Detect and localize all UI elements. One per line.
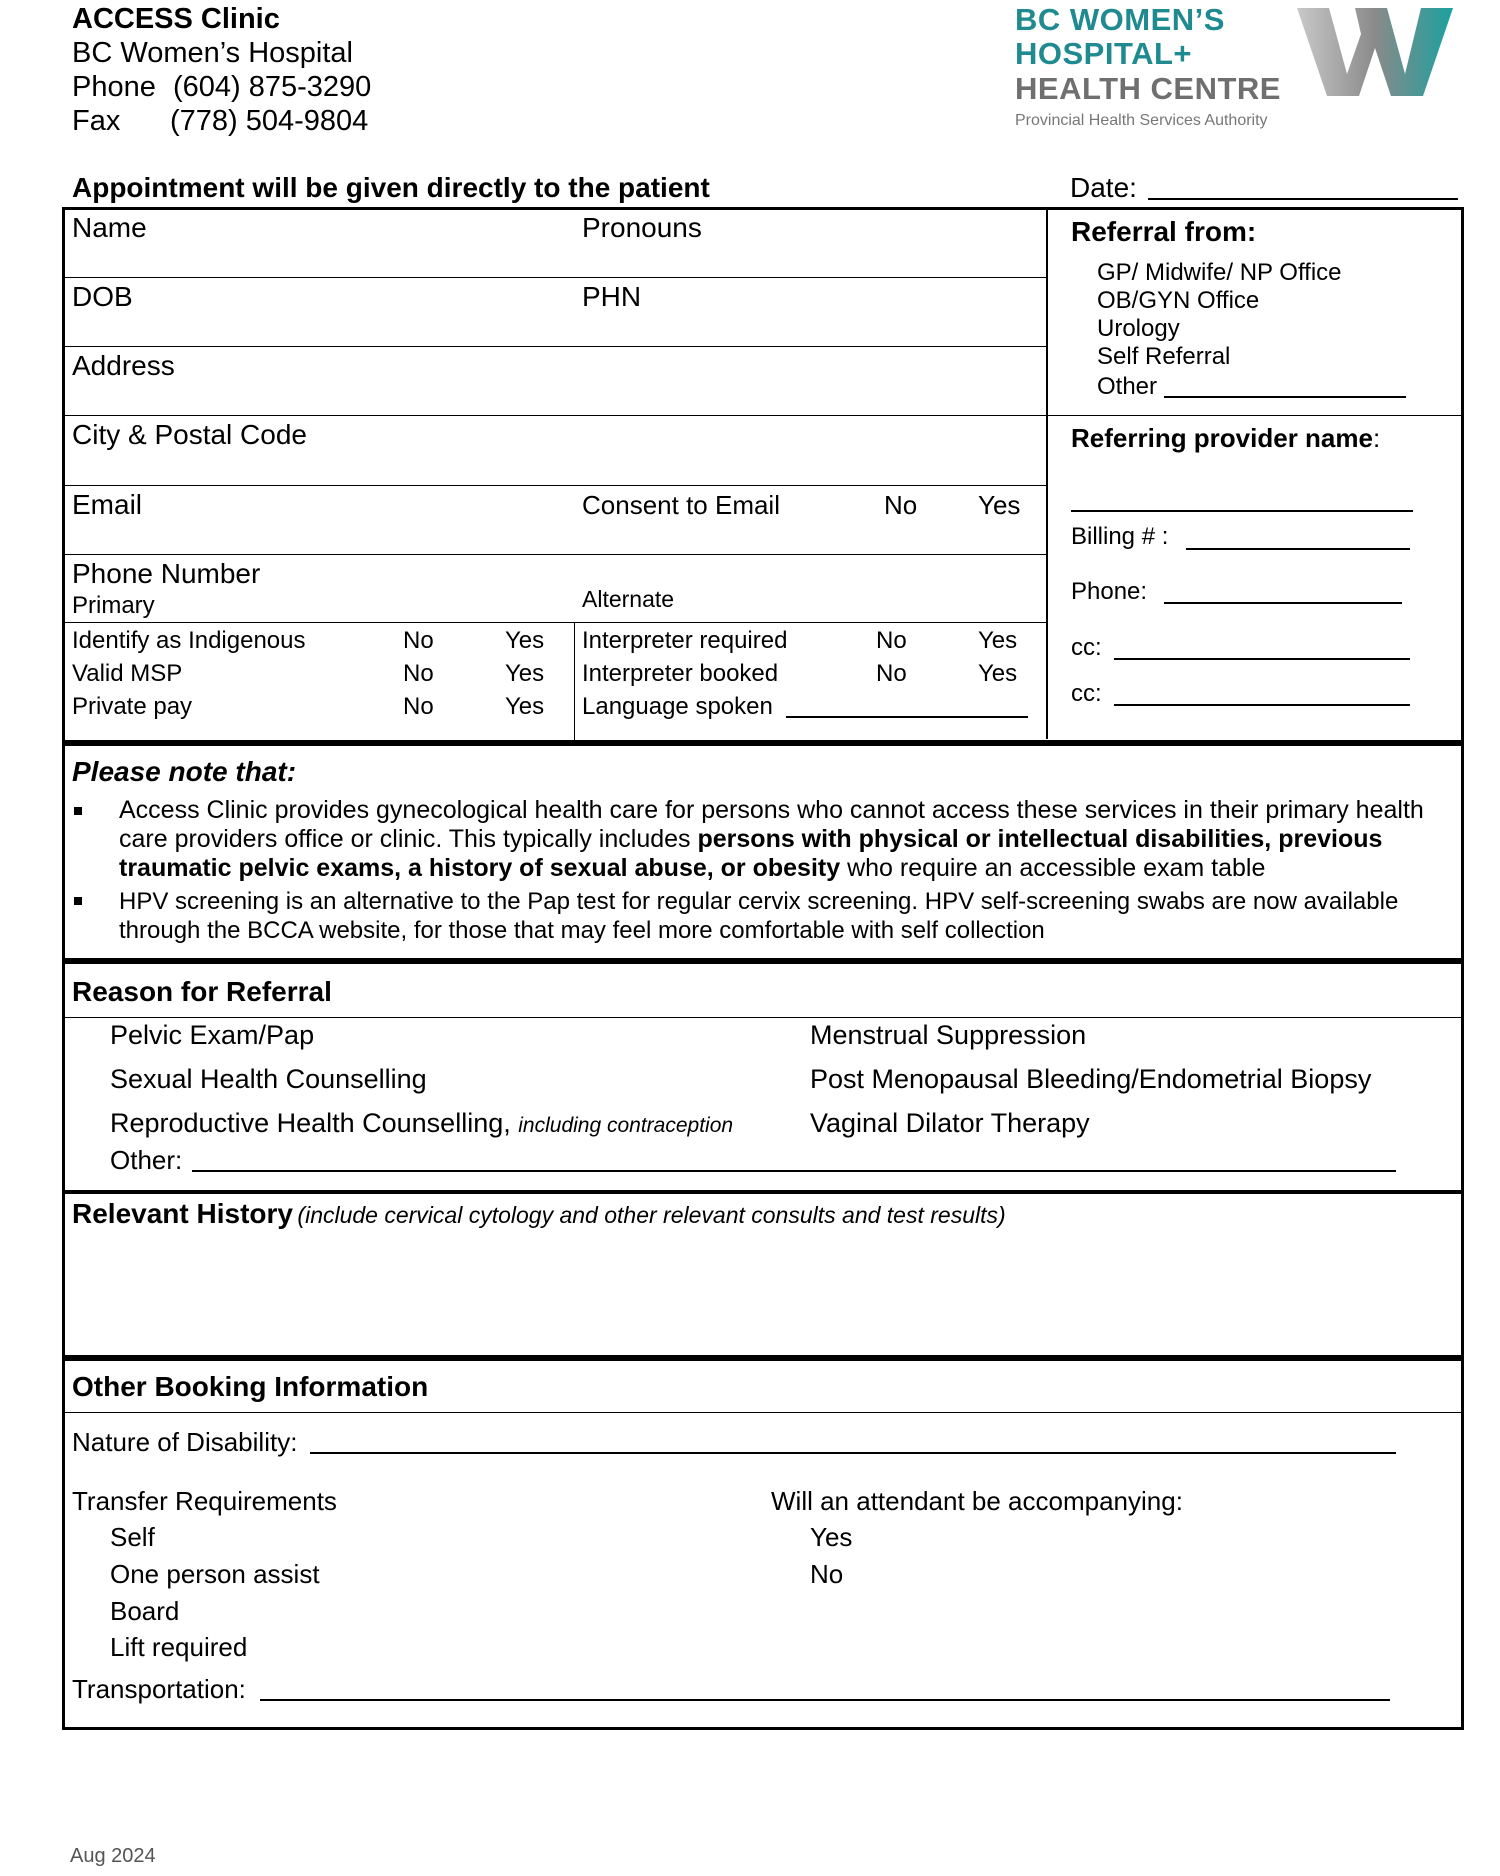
transfer-label: Transfer Requirements (72, 1486, 337, 1516)
reason-title: Reason for Referral (72, 976, 332, 1007)
language-field[interactable] (786, 716, 1028, 718)
logo-line1: BC WOMEN’S (1015, 2, 1225, 37)
indigenous-no[interactable]: No (403, 627, 434, 654)
cc1-field[interactable] (1114, 658, 1410, 660)
bullet-icon (74, 897, 82, 905)
alternate-label: Alternate (582, 586, 675, 612)
consent-email-no[interactable]: No (884, 490, 918, 520)
reason-reproductive-health[interactable]: Reproductive Health Counselling, including contraception (110, 1108, 734, 1138)
logo-line2: HOSPITAL+ (1015, 36, 1193, 71)
referral-option-self[interactable]: Self Referral (1097, 343, 1231, 370)
booking-box (62, 1358, 1464, 1730)
private-pay-label: Private pay (72, 693, 193, 720)
dob-label: DOB (72, 281, 133, 312)
note-bullet-2: HPV screening is an alternative to the Pap test for regular cervix screening. HPV self-screening swabs are now available through the BCCA website, for those that may feel more comfortable with self collection (119, 888, 1399, 944)
referral-from-title: Referral from: (1071, 216, 1257, 247)
attendant-yes[interactable]: Yes (810, 1522, 853, 1552)
row-divider (64, 1412, 1462, 1413)
cc1-label: cc: (1071, 634, 1102, 661)
fax-label: Fax (72, 105, 121, 137)
msp-label: Valid MSP (72, 660, 183, 687)
disability-label: Nature of Disability: (72, 1427, 298, 1457)
note-bullet-1: Access Clinic provides gynecological health care for persons who cannot access these services in their primary health care providers office or clinic. This typically includes persons with physical or intellectual disabilities, previous traumatic pelvic exams, a history of sexual abuse, or obesity who require an accessible exam table (119, 796, 1424, 882)
row-divider (64, 622, 1046, 623)
transfer-board[interactable]: Board (110, 1596, 180, 1626)
date-label: Date: (1070, 172, 1137, 203)
transportation-field[interactable] (260, 1699, 1390, 1701)
phone-label: Phone (72, 71, 156, 103)
primary-label: Primary (72, 592, 155, 619)
city-postal-label: City & Postal Code (72, 419, 307, 450)
clinic-name: ACCESS Clinic (72, 3, 280, 35)
row-divider (64, 554, 1046, 555)
address-label: Address (72, 350, 175, 381)
phn-label: PHN (582, 281, 642, 312)
reason-other-field[interactable] (192, 1170, 1396, 1172)
email-label: Email (72, 489, 143, 520)
referral-option-other[interactable]: Other (1097, 373, 1158, 400)
reason-other-label: Other: (110, 1145, 183, 1175)
reason-post-menopausal[interactable]: Post Menopausal Bleeding/Endometrial Biopsy (810, 1064, 1372, 1094)
cc2-label: cc: (1071, 680, 1102, 707)
attendant-no[interactable]: No (810, 1559, 844, 1589)
referring-provider-title: Referring provider name: (1071, 423, 1381, 453)
history-title-row: Relevant History (include cervical cytology and other relevant consults and test results) (72, 1198, 1006, 1229)
referral-option-obgyn[interactable]: OB/GYN Office (1097, 287, 1260, 314)
hospital-name: BC Women’s Hospital (72, 37, 353, 69)
consent-email-yes[interactable]: Yes (978, 490, 1021, 520)
w-logo-icon (1295, 4, 1455, 100)
indigenous-yes[interactable]: Yes (505, 627, 545, 654)
row-divider (64, 277, 1046, 278)
reason-pelvic-exam[interactable]: Pelvic Exam/Pap (110, 1020, 315, 1050)
row-divider (64, 485, 1046, 486)
fax-number: (778) 504-9804 (170, 105, 369, 137)
booking-title: Other Booking Information (72, 1371, 429, 1402)
provider-phone-field[interactable] (1164, 602, 1402, 604)
interpreter-booked-no[interactable]: No (876, 660, 907, 687)
phone-number: (604) 875-3290 (173, 71, 372, 103)
reason-sexual-health[interactable]: Sexual Health Counselling (110, 1064, 427, 1094)
msp-yes[interactable]: Yes (505, 660, 545, 687)
interpreter-booked-label: Interpreter booked (582, 660, 779, 687)
disability-field[interactable] (310, 1452, 1396, 1454)
pronouns-label: Pronouns (582, 212, 702, 243)
reason-vaginal-dilator[interactable]: Vaginal Dilator Therapy (810, 1108, 1090, 1138)
cc2-field[interactable] (1114, 704, 1410, 706)
interpreter-required-yes[interactable]: Yes (978, 627, 1018, 654)
row-divider (64, 1017, 1462, 1018)
date-field[interactable] (1148, 198, 1458, 200)
private-pay-no[interactable]: No (403, 693, 434, 720)
phone-number-label: Phone Number (72, 558, 261, 589)
language-label: Language spoken (582, 693, 773, 720)
row-divider (64, 346, 1046, 347)
referral-option-gp[interactable]: GP/ Midwife/ NP Office (1097, 259, 1342, 286)
reason-menstrual[interactable]: Menstrual Suppression (810, 1020, 1087, 1050)
footer-date: Aug 2024 (70, 1845, 156, 1867)
logo-authority: Provincial Health Services Authority (1015, 112, 1268, 129)
billing-field[interactable] (1186, 548, 1410, 550)
appointment-note: Appointment will be given directly to the patient (72, 172, 710, 203)
msp-no[interactable]: No (403, 660, 434, 687)
row-divider (64, 415, 1462, 416)
interpreter-booked-yes[interactable]: Yes (978, 660, 1018, 687)
transfer-lift[interactable]: Lift required (110, 1632, 248, 1662)
private-pay-yes[interactable]: Yes (505, 693, 545, 720)
column-divider (1046, 209, 1048, 739)
transfer-one-person[interactable]: One person assist (110, 1559, 320, 1589)
cell-divider (574, 622, 575, 741)
provider-phone-label: Phone: (1071, 578, 1148, 605)
interpreter-required-label: Interpreter required (582, 627, 788, 654)
billing-label: Billing # : (1071, 523, 1169, 550)
referral-other-field[interactable] (1164, 396, 1406, 398)
interpreter-required-no[interactable]: No (876, 627, 907, 654)
notes-title: Please note that: (72, 756, 297, 787)
referring-provider-field[interactable] (1071, 510, 1413, 512)
bullet-icon (74, 807, 82, 815)
transfer-self[interactable]: Self (110, 1522, 155, 1552)
indigenous-label: Identify as Indigenous (72, 627, 306, 654)
logo-line3: HEALTH CENTRE (1015, 71, 1281, 106)
attendant-label: Will an attendant be accompanying: (771, 1486, 1183, 1516)
referral-option-urology[interactable]: Urology (1097, 315, 1180, 342)
consent-email-label: Consent to Email (582, 490, 780, 520)
transportation-label: Transportation: (72, 1674, 246, 1704)
name-label: Name (72, 212, 147, 243)
